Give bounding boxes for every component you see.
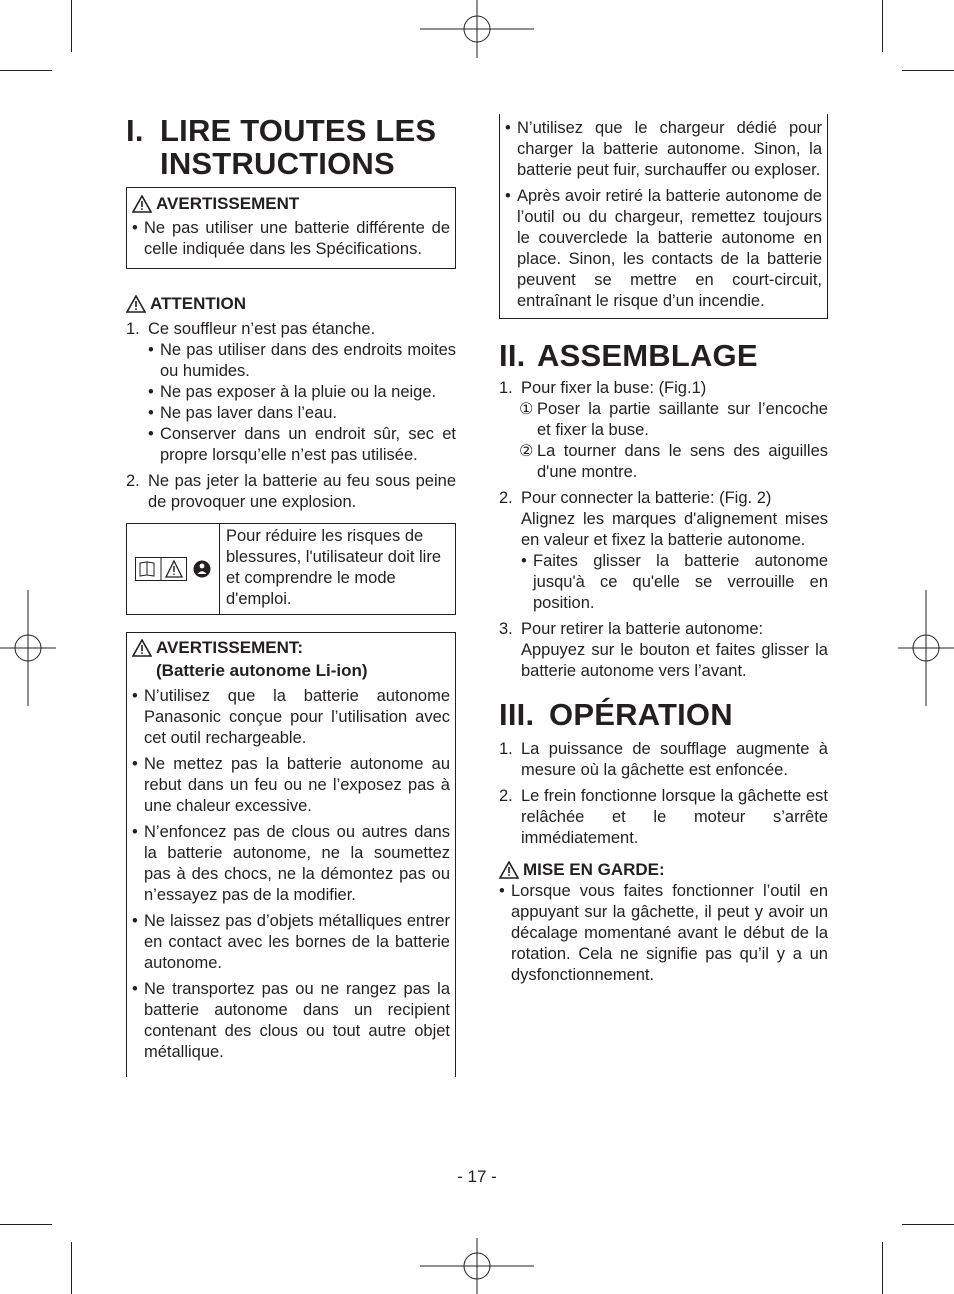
warning-heading: AVERTISSEMENT: [132, 192, 450, 215]
list-item: ② La tourner dans le sens des aiguilles d'une montre.: [519, 442, 828, 481]
list-item: • Lorsque vous faites fonctionner l’outil en appuyant sur la gâchette, il peut y avoir un décalage momentané avant le début de la rotation. Cela ne signifie pas qu’il y a un dysfonctionnement.: [499, 882, 828, 984]
list-item: • Ne pas exposer à la pluie ou la neige.: [148, 383, 437, 401]
warning-triangle-icon: [499, 861, 519, 879]
warning-triangle-icon: [132, 195, 152, 213]
read-manual-icon: [135, 557, 187, 581]
attention-heading: ATTENTION: [126, 292, 456, 315]
list-item: • Ne pas utiliser une batterie différente de celle indiquée dans les Spécifications.: [132, 219, 450, 258]
step-paragraph: Alignez les marques d'alignement mises en valeur et fixez la batterie autonome.: [521, 510, 828, 549]
caution-block: [499, 858, 828, 986]
warning-box-li-ion: [126, 632, 456, 1077]
operation-steps: [499, 739, 828, 849]
list-item: • Faites glisser la batterie autonome jusqu'à ce qu'elle se verrouille en position.: [521, 552, 828, 612]
list-item: 2. Le frein fonctionne lorsque la gâchette est relâchée et le moteur s’arrête immédiatement.: [499, 787, 828, 847]
registration-mark-left: [0, 590, 58, 706]
list-item: 1. La puissance de soufflage augmente à mesure où la gâchette est enfoncée.: [499, 740, 828, 779]
warning-triangle-icon: [126, 295, 146, 313]
list-item: ① Poser la partie saillante sur l’encoche et fixer la buse.: [519, 400, 828, 439]
list-item: • Ne mettez pas la batterie autonome au rebut dans un feu ou ne l’exposez pas à une chaleur excessive.: [132, 755, 450, 815]
warning-heading-li-ion: AVERTISSEMENT: (Batterie autonome Li-ion): [132, 636, 450, 682]
list-item: • Ne pas laver dans l’eau.: [148, 404, 338, 422]
warning-triangle-icon: [132, 639, 152, 657]
caution-heading: MISE EN GARDE:: [499, 858, 828, 881]
list-item: • Conserver dans un endroit sûr, sec et propre lorsqu’elle n’est pas utilisée.: [148, 425, 456, 464]
manual-icons-cell: [127, 524, 220, 614]
left-column: [126, 114, 456, 1077]
list-item: • N’enfoncez pas de clous ou autres dans la batterie autonome, ne la soumettez pas à des chocs, ne la démontez pas ou n’essayez pas de la modifier.: [132, 823, 450, 904]
section2-heading: II. ASSEMBLAGE: [499, 338, 758, 373]
manual-note-table: Pour réduire les risques de blessures, l'utilisateur doit lire et comprendre le mode d'emploi.: [126, 523, 456, 615]
list-item: • N’utilisez que la batterie autonome Panasonic conçue pour l’utilisation avec cet outil rechargeable.: [132, 687, 450, 747]
list-item: • Ne pas utiliser dans des endroits moites ou humides.: [148, 341, 456, 380]
list-item: 3. Pour retirer la batterie autonome:: [499, 620, 764, 638]
list-item: 1. Ce souffleur n’est pas étanche.: [126, 320, 376, 338]
list-item: • N’utilisez que le chargeur dédié pour charger la batterie autonome. Sinon, la batterie peut fuir, surchauffer ou exploser.: [505, 119, 822, 179]
info-person-icon: [193, 560, 211, 578]
list-item: • Après avoir retiré la batterie autonome de l’outil ou du chargeur, remettez toujours le couverclede la batterie autonome en place. Sinon, les contacts de la batterie peuvent se mettre en court-circuit, entraînant le risque d’un incendie.: [505, 187, 822, 310]
list-item: 2. Pour connecter la batterie: (Fig. 2): [499, 489, 772, 507]
right-column: [499, 114, 828, 991]
list-item: 2. Ne pas jeter la batterie au feu sous peine de provoquer une explosion.: [126, 472, 456, 511]
section1-heading: I. LIRE TOUTES LES INSTRUCTIONS: [126, 113, 437, 181]
registration-mark-right: [898, 590, 954, 706]
registration-mark-bottom: [420, 1238, 534, 1294]
list-item: 1. Pour fixer la buse: (Fig.1): [499, 379, 707, 397]
step-paragraph: Appuyez sur le bouton et faites glisser la batterie autonome vers l’avant.: [521, 641, 828, 680]
assembly-steps: [499, 378, 828, 682]
warning-box-li-ion-continued: [499, 114, 828, 319]
list-item: • Ne transportez pas ou ne rangez pas la batterie autonome dans un recipient contenant des clous ou tout autre objet métallique.: [132, 980, 450, 1061]
page-number: - 17 -: [457, 1167, 497, 1186]
section3-heading: III. OPÉRATION: [499, 697, 733, 732]
registration-mark-top: [420, 0, 534, 60]
warning-box-battery-spec: [126, 187, 456, 269]
list-item: • Ne laissez pas d’objets métalliques entrer en contact avec les bornes de la batterie autonome.: [132, 912, 450, 972]
attention-block: [126, 292, 456, 513]
